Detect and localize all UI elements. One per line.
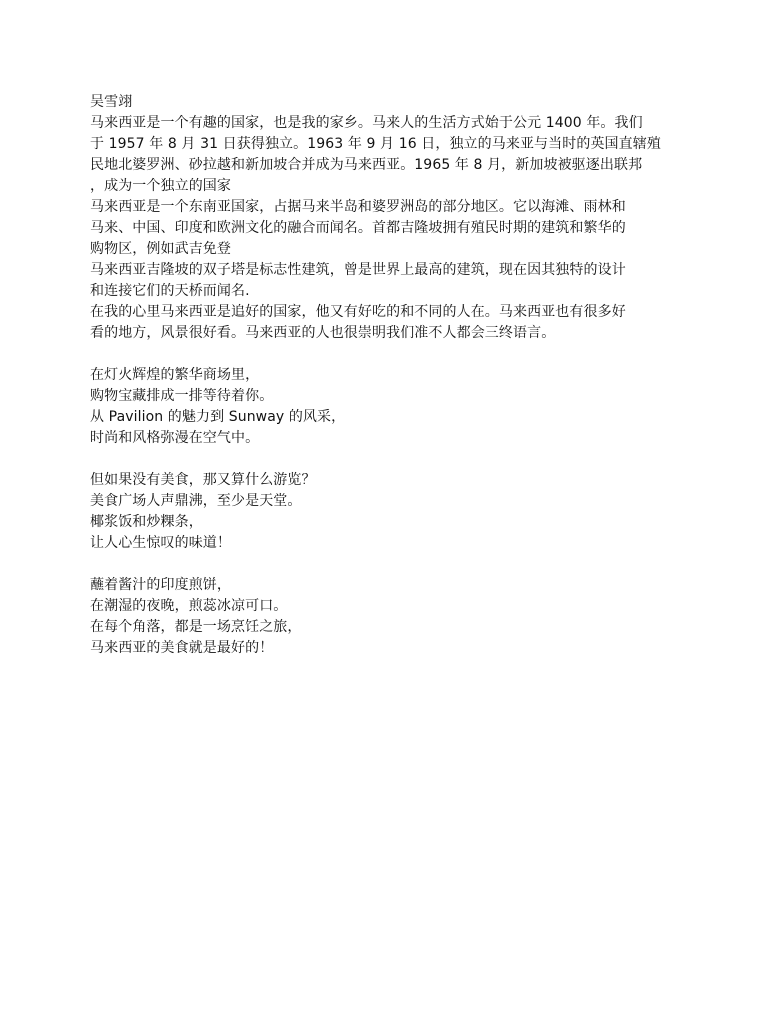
text-line: ，成为一个独立的国家 <box>90 178 231 194</box>
text-line: 在我的心里马来西亚是追好的国家，他又有好吃的和不同的人在。马来西亚也有很多好 <box>90 304 626 320</box>
poem-stanza-1 <box>90 365 678 449</box>
text-line: 和连接它们的天桥而闻名. <box>90 283 250 299</box>
blank-line <box>90 344 678 365</box>
author-name: 吴雪翊 <box>90 94 133 110</box>
intro-paragraphs <box>90 113 678 344</box>
poem-line: 在每个角落，都是一场烹饪之旅， <box>90 619 302 635</box>
poem-line: 椰浆饭和炒粿条， <box>90 514 203 530</box>
text-line: 马来西亚是一个有趣的国家，也是我的家乡。马来人的生活方式始于公元 1400 年。我们 <box>90 115 643 131</box>
poem-stanza-3 <box>90 575 678 659</box>
blank-line <box>90 449 678 470</box>
poem-line: 购物宝藏排成一排等待着你。 <box>90 388 274 404</box>
text-line: 看的地方，风景很好看。马来西亚的人也很崇明我们准不人都会三终语言。 <box>90 325 556 341</box>
text-line: 马来西亚吉隆坡的双子塔是标志性建筑，曾是世界上最高的建筑，现在因其独特的设计 <box>90 262 626 278</box>
poem-line: 让人心生惊叹的味道！ <box>90 535 231 551</box>
poem-line: 从 Pavilion 的魅力到 Sunway 的风采， <box>90 409 346 425</box>
poem-stanza-2 <box>90 470 678 554</box>
poem-line: 马来西亚的美食就是最好的！ <box>90 640 274 656</box>
text-line: 购物区，例如武吉免登 <box>90 241 231 257</box>
poem-line: 在灯火辉煌的繁华商场里， <box>90 367 260 383</box>
poem-line: 美食广场人声鼎沸，至少是天堂。 <box>90 493 302 509</box>
document-body <box>90 92 678 659</box>
poem-line: 但如果没有美食，那又算什么游览？ <box>90 472 316 488</box>
poem-line: 在潮湿的夜晚，煎蕊冰凉可口。 <box>90 598 288 614</box>
text-line: 于 1957 年 8 月 31 日获得独立。1963 年 9 月 16 日，独立的马来亚与当时的英国直辖殖 <box>90 136 661 152</box>
text-line: 马来西亚是一个东南亚国家，占据马来半岛和婆罗洲岛的部分地区。它以海滩、雨林和 <box>90 199 626 215</box>
text-line: 民地北婆罗洲、砂拉越和新加坡合并成为马来西亚。1965 年 8 月，新加坡被驱逐出联邦 <box>90 157 643 173</box>
text-line: 马来、中国、印度和欧洲文化的融合而闻名。首都吉隆坡拥有殖民时期的建筑和繁华的 <box>90 220 626 236</box>
poem-line: 蘸着酱汁的印度煎饼， <box>90 577 231 593</box>
blank-line <box>90 554 678 575</box>
poem-line: 时尚和风格弥漫在空气中。 <box>90 430 260 446</box>
